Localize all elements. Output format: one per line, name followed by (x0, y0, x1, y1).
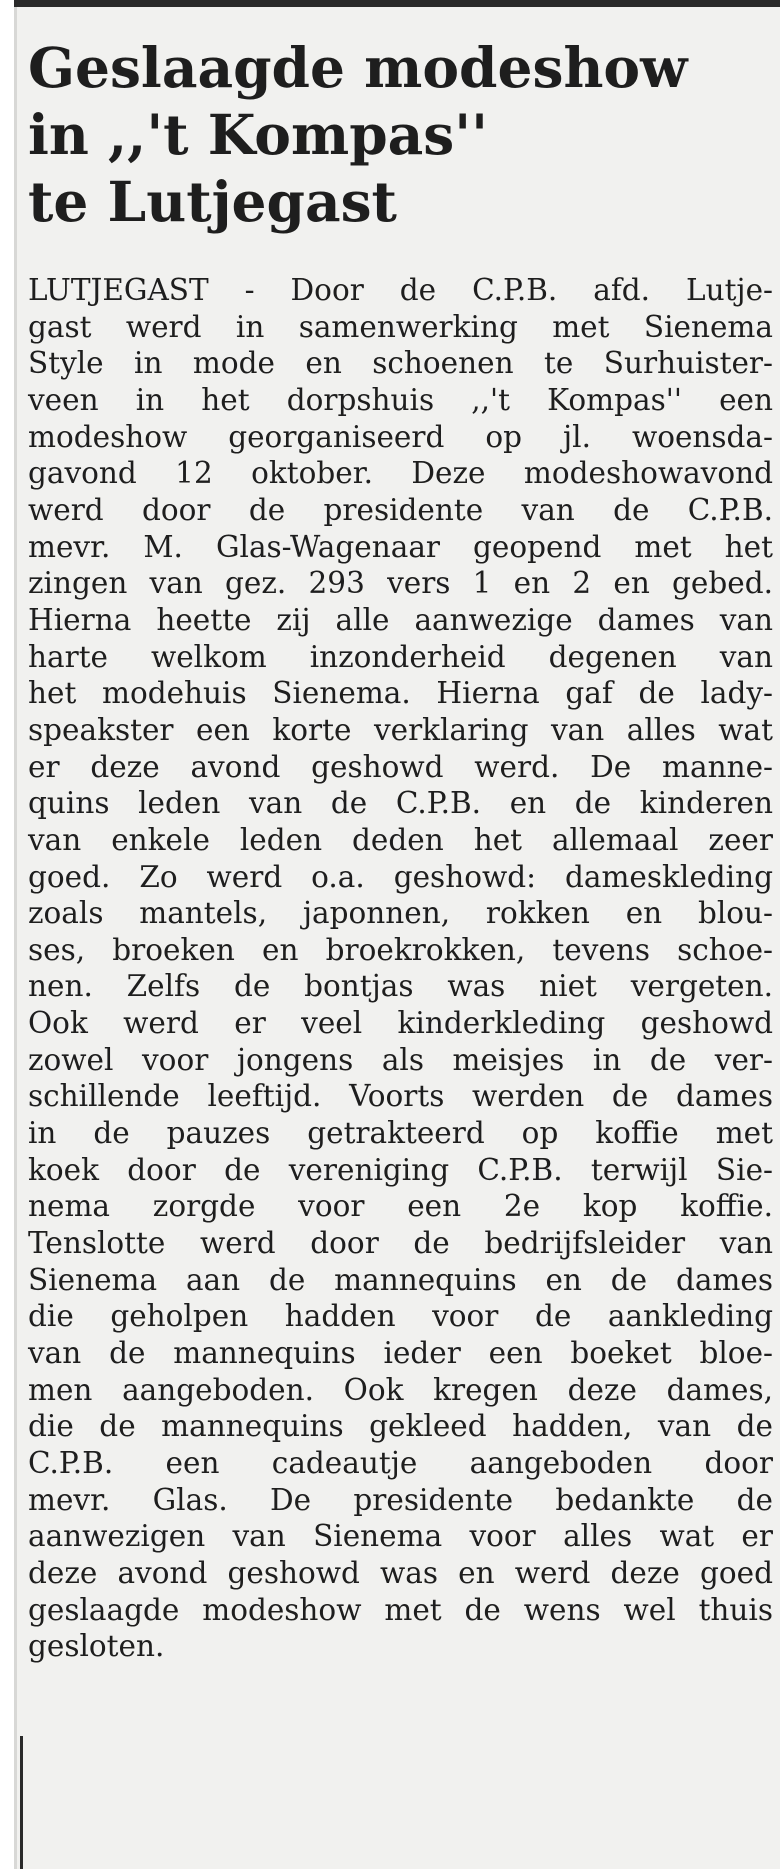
article-body-line: die geholpen hadden voor de aankleding (28, 1299, 773, 1334)
headline-line: Geslaagde modeshow (28, 35, 688, 100)
newspaper-clipping (14, 0, 780, 1869)
article-body-line: er deze avond geshowd werd. De manne- (28, 749, 773, 784)
article-body-line: C.P.B. een cadeautje aangeboden door (28, 1446, 773, 1480)
article-body-line: goed. Zo werd o.a. geshowd: dameskleding (28, 859, 773, 894)
article-body-line: mevr. M. Glas-Wagenaar geopend met het (28, 529, 773, 564)
article-body-line: nen. Zelfs de bontjas was niet vergeten. (28, 969, 773, 1004)
article-body-line: aanwezigen van Sienema voor alles wat er (28, 1519, 773, 1554)
article-body-line: speakster een korte verklaring van alles wat (28, 712, 773, 747)
article-body-line: quins leden van de C.P.B. en de kinderen (28, 786, 773, 821)
headline-line: in ,,'t Kompas'' (28, 102, 488, 167)
article-body-line: gavond 12 oktober. Deze modeshowavond (28, 456, 773, 491)
article-body-line: nema zorgde voor een 2e kop koffie. (28, 1189, 773, 1224)
article-body-line: Style in mode en schoenen te Surhuister- (28, 346, 773, 381)
left-column-rule (20, 1736, 23, 1869)
article-body-line: schillende leeftijd. Voorts werden de dames (28, 1079, 773, 1114)
article-body-line: Sienema aan de mannequins en de dames (28, 1262, 773, 1297)
article-body-line: zoals mantels, japonnen, rokken en blou- (28, 896, 773, 931)
article-body-line: harte welkom inzonderheid degenen van (28, 639, 773, 674)
article-body-line: Hierna heette zij alle aanwezige dames van (28, 602, 773, 637)
article-body-line: werd door de presidente van de C.P.B. (28, 492, 773, 527)
article-body-line: mevr. Glas. De presidente bedankte de (28, 1482, 773, 1517)
article-headline (28, 34, 748, 235)
top-border-rule (14, 0, 780, 7)
article-body-line: geslaagde modeshow met de wens wel thuis (28, 1592, 773, 1627)
article-body-line: zowel voor jongens als meisjes in de ver- (28, 1042, 773, 1077)
article-body-line: Tenslotte werd door de bedrijfsleider van (28, 1226, 773, 1261)
article-body-line: deze avond geshowd was en werd deze goed (28, 1555, 773, 1590)
left-paper-edge (14, 7, 17, 1869)
article-body-line: van de mannequins ieder een boeket bloe- (28, 1336, 773, 1371)
article-body-line: ses, broeken en broekrokken, tevens schoe- (28, 932, 773, 967)
article-body-line: die de mannequins gekleed hadden, van de (28, 1409, 773, 1444)
article-body-line: men aangeboden. Ook kregen deze dames, (28, 1372, 773, 1407)
article-body-line: koek door de vereniging C.P.B. terwijl Sie- (28, 1152, 773, 1187)
article-body-line: gesloten. (28, 1629, 165, 1664)
article-body-line: van enkele leden deden het allemaal zeer (28, 822, 773, 857)
article-body-line: gast werd in samenwerking met Sienema (28, 309, 773, 344)
article-body-line: veen in het dorpshuis ,,'t Kompas'' een (28, 382, 773, 417)
article-body-line: modeshow georganiseerd op jl. woensda- (28, 419, 773, 454)
article-body-line: het modehuis Sienema. Hierna gaf de lady- (28, 676, 773, 711)
article-body (28, 272, 773, 1665)
article-body-line: in de pauzes getrakteerd op koffie met (28, 1116, 773, 1151)
headline-line: te Lutjegast (28, 169, 397, 234)
article-body-line: LUTJEGAST - Door de C.P.B. afd. Lutje- (28, 273, 773, 307)
article-body-line: Ook werd er veel kinderkleding geshowd (28, 1006, 773, 1041)
article-body-line: zingen van gez. 293 vers 1 en 2 en gebed. (28, 566, 773, 601)
